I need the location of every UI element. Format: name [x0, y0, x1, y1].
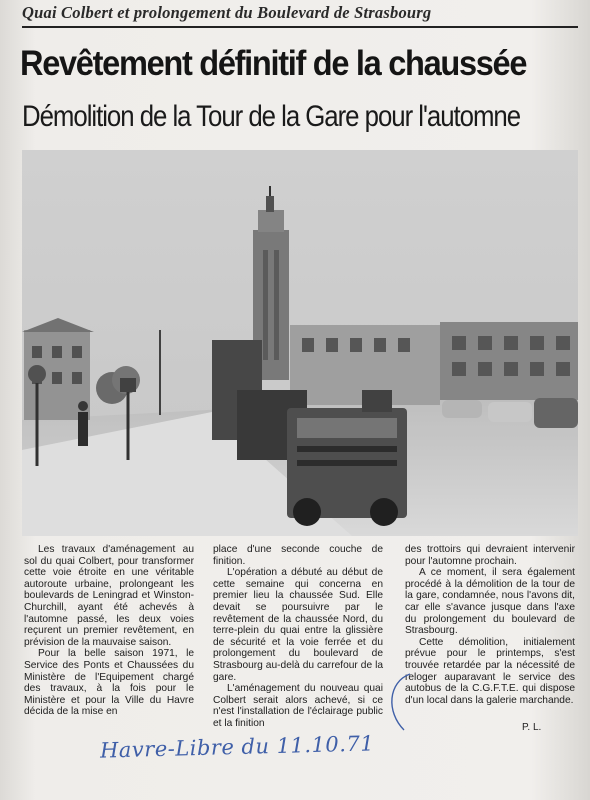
pen-bracket-mark: [380, 672, 420, 732]
paragraph: A ce moment, il sera également procédé à la démolition de la tour de la gare, condamnée, nous l'avons dit, car elle s'avance jusque dans l'axe du prolongement du boulevard de Strasbourg.: [405, 567, 575, 637]
paragraph: Cette démolition, initialement prévue pour le printemps, s'est trouvée retardée par la nécessité de reloger auparavant le service des autobus de la C.G.F.T.E. qui dispose d'un local dans la galerie marchande.: [405, 636, 575, 706]
paragraph: des trottoirs qui devraient intervenir pour l'automne prochain.: [405, 544, 575, 567]
handwritten-date-note: Havre-Libre du 11.10.71: [99, 731, 375, 763]
article-column-1: [24, 544, 194, 718]
paragraph: Les travaux d'aménagement au sol du quai Colbert, pour transformer cette voie étroite en une véritable autoroute urbaine, prolongeant les boulevards de Leningrad et Winston-Churchill, ayant été achevés à l'automne passé, les deux voies reçurent un premier revêtement, en prévision de la mauvaise saison.: [24, 544, 194, 648]
article-column-2: [213, 544, 383, 730]
article-column-3: [405, 544, 575, 706]
article-headline: Revêtement définitif de la chaussée: [20, 44, 527, 83]
paragraph: place d'une seconde couche de finition.: [213, 544, 383, 567]
article-kicker: Quai Colbert et prolongement du Boulevard de Strasbourg: [22, 2, 578, 28]
article-subheadline: Démolition de la Tour de la Gare pour l'automne: [22, 100, 521, 133]
author-initials: P. L.: [522, 722, 542, 733]
paragraph: Pour la belle saison 1971, le Service des Ponts et Chaussées du Ministère de l'Equipement chargé des travaux, à la fois pour le Ministère et pour la Ville du Havre décida de la mise en: [24, 648, 194, 718]
paragraph: L'opération a débuté au début de cette semaine qui concerna en premier lieu la chaussée Sud. Elle devait se poursuivre par le revêtement de la chaussée Nord, du terre-plein du quai entre la glissière de sécurité et la voie ferrée et du prolongement du boulevard de Strasbourg au-delà du carrefour de la gare.: [213, 567, 383, 683]
article-photo: [22, 150, 578, 536]
paragraph: L'aménagement du nouveau quai Colbert serait alors achevé, si ce n'est l'installation de l'éclairage public et la finition: [213, 683, 383, 729]
